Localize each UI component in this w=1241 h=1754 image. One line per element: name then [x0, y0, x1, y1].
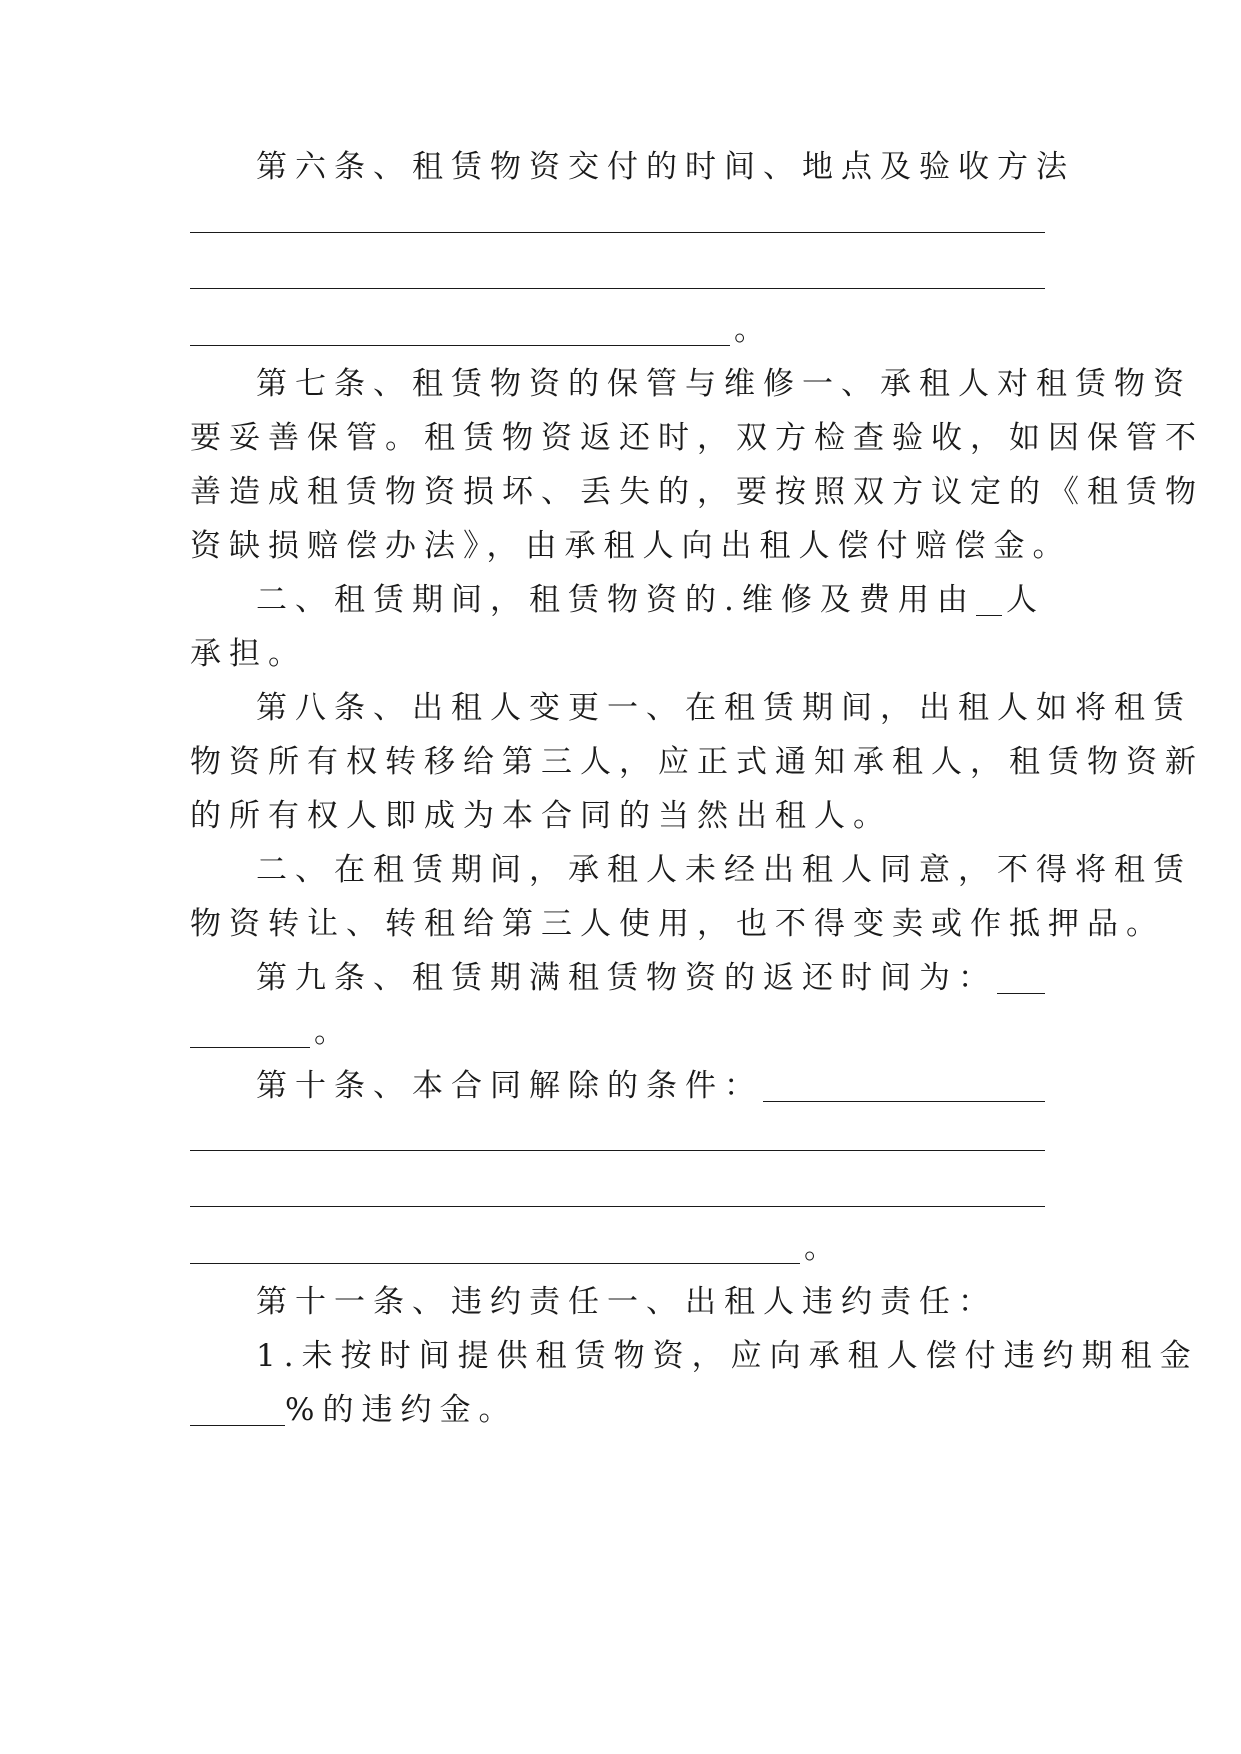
article6-line1 — [256, 143, 1075, 191]
article10-text: 第十条、本合同解除的条件： — [256, 1068, 763, 1104]
article7-item2-line2: 承担。 — [190, 636, 307, 672]
article10-blank-line2[interactable] — [190, 1150, 1045, 1151]
article10-end: 。 — [804, 1230, 843, 1266]
article10-blank[interactable] — [763, 1069, 1045, 1102]
article10-blank-line4[interactable] — [190, 1231, 800, 1264]
article7-line3: 善造成租赁物资损坏、丢失的，要按照双方议定的《租赁物 — [190, 474, 1204, 510]
article6-blank-line2[interactable] — [190, 232, 1045, 233]
article6-line4 — [190, 306, 1045, 354]
article6-end: 。 — [734, 312, 773, 348]
article7-item2-blank[interactable] — [976, 583, 1002, 616]
article7-line1: 第七条、租赁物资的保管与维修一、承租人对租赁物资 — [256, 366, 1192, 402]
article9-blank-line2[interactable] — [190, 1015, 310, 1048]
article8-line1: 第八条、出租人变更一、在租赁期间，出租人如将租赁 — [256, 690, 1192, 726]
article6-text: 第六条、租赁物资交付的时间、地点及验收方法 — [256, 149, 1075, 185]
article9-line2 — [190, 1008, 1045, 1056]
article9-line1 — [256, 954, 1045, 1002]
article8-item2-line2: 物资转让、转租给第三人使用，也不得变卖或作抵押品。 — [190, 906, 1165, 942]
article7-item2-before: 二、租赁期间，租赁物资的.维修及费用由 — [256, 582, 976, 618]
article6-blank-line4[interactable] — [190, 313, 730, 346]
article10-blank-line3[interactable] — [190, 1206, 1045, 1207]
article11-item1-line2 — [190, 1386, 1045, 1434]
article9-end: 。 — [314, 1014, 353, 1050]
article11-item1-suffix: %的违约金。 — [285, 1392, 518, 1428]
article11-heading: 第十一条、违约责任一、出租人违约责任： — [256, 1284, 997, 1320]
article10-line4 — [190, 1224, 1045, 1272]
article8-item2-line1: 二、在租赁期间，承租人未经出租人同意，不得将租赁 — [256, 852, 1192, 888]
article11-item1-line1: 1.未按时间提供租赁物资，应向承租人偿付违约期租金 — [256, 1338, 1199, 1374]
article6-blank-line3[interactable] — [190, 288, 1045, 289]
article7-item2-line1 — [256, 576, 1045, 624]
article7-item2-after: 人 — [1006, 582, 1045, 618]
article9-blank[interactable] — [997, 961, 1045, 994]
article11-item1-blank[interactable] — [190, 1393, 285, 1426]
article8-line2: 物资所有权转移给第三人，应正式通知承租人，租赁物资新 — [190, 744, 1204, 780]
article7-line4: 资缺损赔偿办法》，由承租人向出租人偿付赔偿金。 — [190, 528, 1072, 564]
article9-text: 第九条、租赁期满租赁物资的返还时间为： — [256, 960, 997, 996]
article8-line3: 的所有权人即成为本合同的当然出租人。 — [190, 798, 892, 834]
article10-line1 — [256, 1062, 1045, 1110]
article7-line2: 要妥善保管。租赁物资返还时，双方检查验收，如因保管不 — [190, 420, 1204, 456]
